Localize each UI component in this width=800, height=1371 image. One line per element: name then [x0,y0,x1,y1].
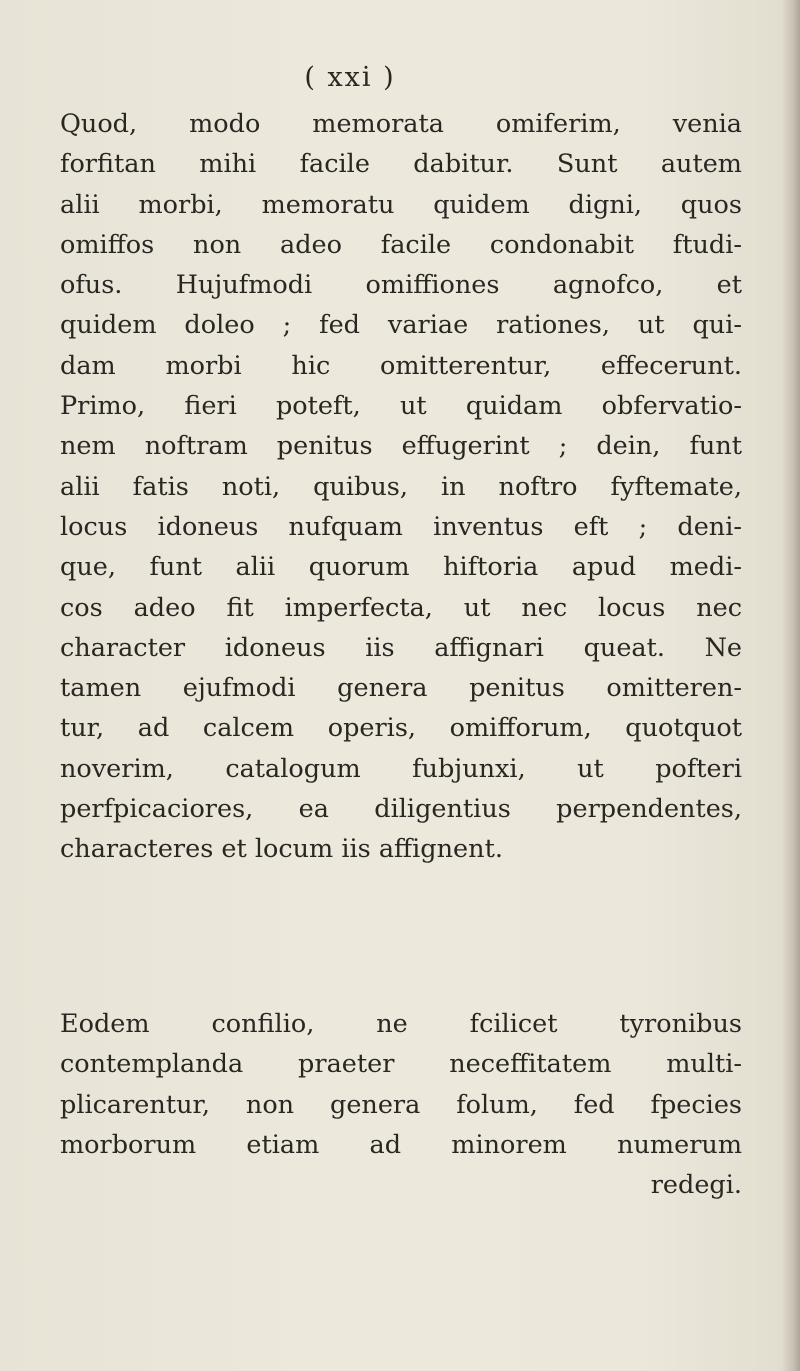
text-line: alii morbi, memoratu quidem digni, quos [60,189,742,220]
text-line: tamen ejufmodi genera penitus omitteren- [60,673,742,704]
text-line: perfpicaciores, ea diligentius perpendentes, [60,794,742,825]
text-line: Eodem confilio, ne fcilicet tyronibus [60,1009,742,1039]
text-line: quidem doleo ; fed variae rationes, ut qui- [60,310,742,341]
text-line: character idoneus iis affignari queat. Ne [60,632,742,663]
text-line: nem noftram penitus effugerint ; dein, funt [60,431,742,462]
text-line: contemplanda praeter neceffitatem multi- [60,1049,742,1080]
text-line: noverim, catalogum fubjunxi, ut pofteri [60,753,742,784]
text-line: Primo, fieri poteft, ut quidam obfervatio- [60,391,742,422]
text-line: alii fatis noti, quibus, in noftro fyftemate, [60,471,742,502]
text-line: dam morbi hic omitterentur, effecerunt. [60,350,742,381]
text-line: locus idoneus nufquam inventus eft ; deni- [60,511,742,542]
text-line: tur, ad calcem operis, omifforum, quotquot [60,713,742,744]
text-line: redegi. [650,1170,742,1201]
text-line: forfitan mihi facile dabitur. Sunt autem [60,149,742,180]
text-line: cos adeo fit imperfecta, ut nec locus nec [60,592,742,623]
text-line: Quod, modo memorata omiferim, venia [60,109,742,139]
text-line: que, funt alii quorum hiftoria apud medi- [60,552,742,583]
page-number: ( xxi ) [304,62,396,93]
text-line: characteres et locum iis affignent. [60,834,503,865]
text-line: ofus. Hujufmodi omiffiones agnofco, et [60,270,742,301]
paragraph-2 [60,1004,742,1205]
paragraph-1 [60,104,742,870]
text-line: plicarentur, non genera folum, fed fpecies [60,1089,742,1120]
text-line: omiffos non adeo facile condonabit ftudi- [60,229,742,260]
page-edge-shadow [782,0,800,1371]
text-line: morborum etiam ad minorem numerum [60,1129,742,1160]
